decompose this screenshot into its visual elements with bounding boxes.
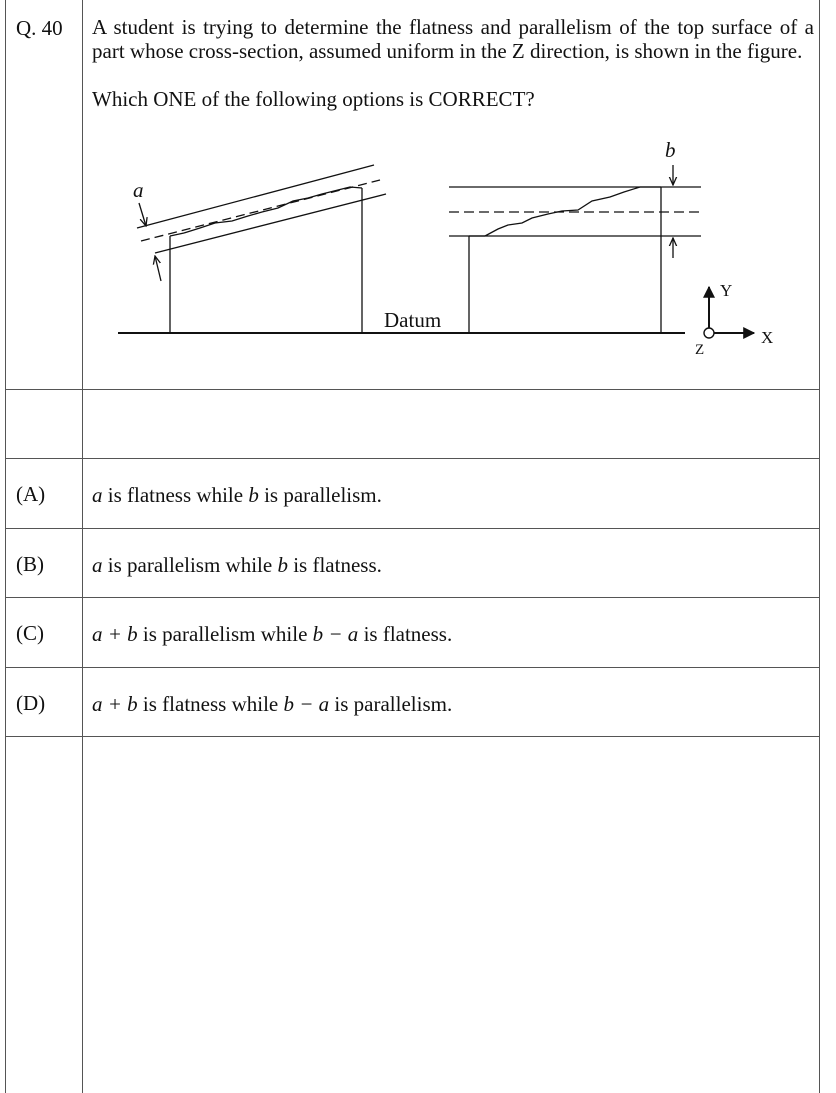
option-d-term-3: b − a <box>283 692 330 716</box>
option-a-term-4: is parallelism. <box>258 483 382 507</box>
question-sheet <box>5 0 820 1093</box>
option-c-term-3: b − a <box>312 622 359 646</box>
label-a: a <box>133 178 144 202</box>
option-a-term-2: is flatness while <box>102 483 249 507</box>
question-text-line-1: A student is trying to determine the flatness and parallelism of the top surface of a <box>92 15 814 39</box>
option-a-label[interactable]: (A) <box>16 482 46 506</box>
option-d-term-2: is flatness while <box>137 692 284 716</box>
option-b-term-2: is parallelism while <box>102 553 278 577</box>
option-c-term-4: is flatness. <box>358 622 453 646</box>
row-divider <box>6 458 819 459</box>
axis-z-label: Z <box>695 342 705 358</box>
option-a-text[interactable] <box>92 483 382 508</box>
axis-y-label: Y <box>720 281 733 300</box>
option-c-term-2: is parallelism while <box>137 622 313 646</box>
option-d-text[interactable] <box>92 692 452 717</box>
option-b-text[interactable] <box>92 553 382 578</box>
option-a-term-1: a <box>92 483 103 507</box>
option-d-label[interactable]: (D) <box>16 691 46 715</box>
row-divider <box>6 389 819 390</box>
question-prompt: Which ONE of the following options is CORRECT? <box>92 87 535 111</box>
option-a-term-3: b <box>248 483 259 507</box>
question-text-line-2: part whose cross-section, assumed uniform in the Z direction, is shown in the figure. <box>92 39 803 63</box>
option-b-term-4: is flatness. <box>287 553 382 577</box>
question-number: Q. 40 <box>16 16 63 40</box>
column-divider <box>82 0 83 1093</box>
option-c-label[interactable]: (C) <box>16 621 44 645</box>
label-b: b <box>665 138 676 162</box>
row-divider <box>6 597 819 598</box>
option-d-term-1: a + b <box>92 692 138 716</box>
row-divider <box>6 528 819 529</box>
row-divider <box>6 736 819 737</box>
option-c-text[interactable] <box>92 622 452 647</box>
option-b-term-3: b <box>277 553 288 577</box>
option-b-term-1: a <box>92 553 103 577</box>
axis-x-label: X <box>761 328 774 347</box>
option-d-term-4: is parallelism. <box>329 692 453 716</box>
option-b-label[interactable]: (B) <box>16 552 44 576</box>
row-divider <box>6 667 819 668</box>
option-c-term-1: a + b <box>92 622 138 646</box>
datum-label: Datum <box>384 308 442 332</box>
